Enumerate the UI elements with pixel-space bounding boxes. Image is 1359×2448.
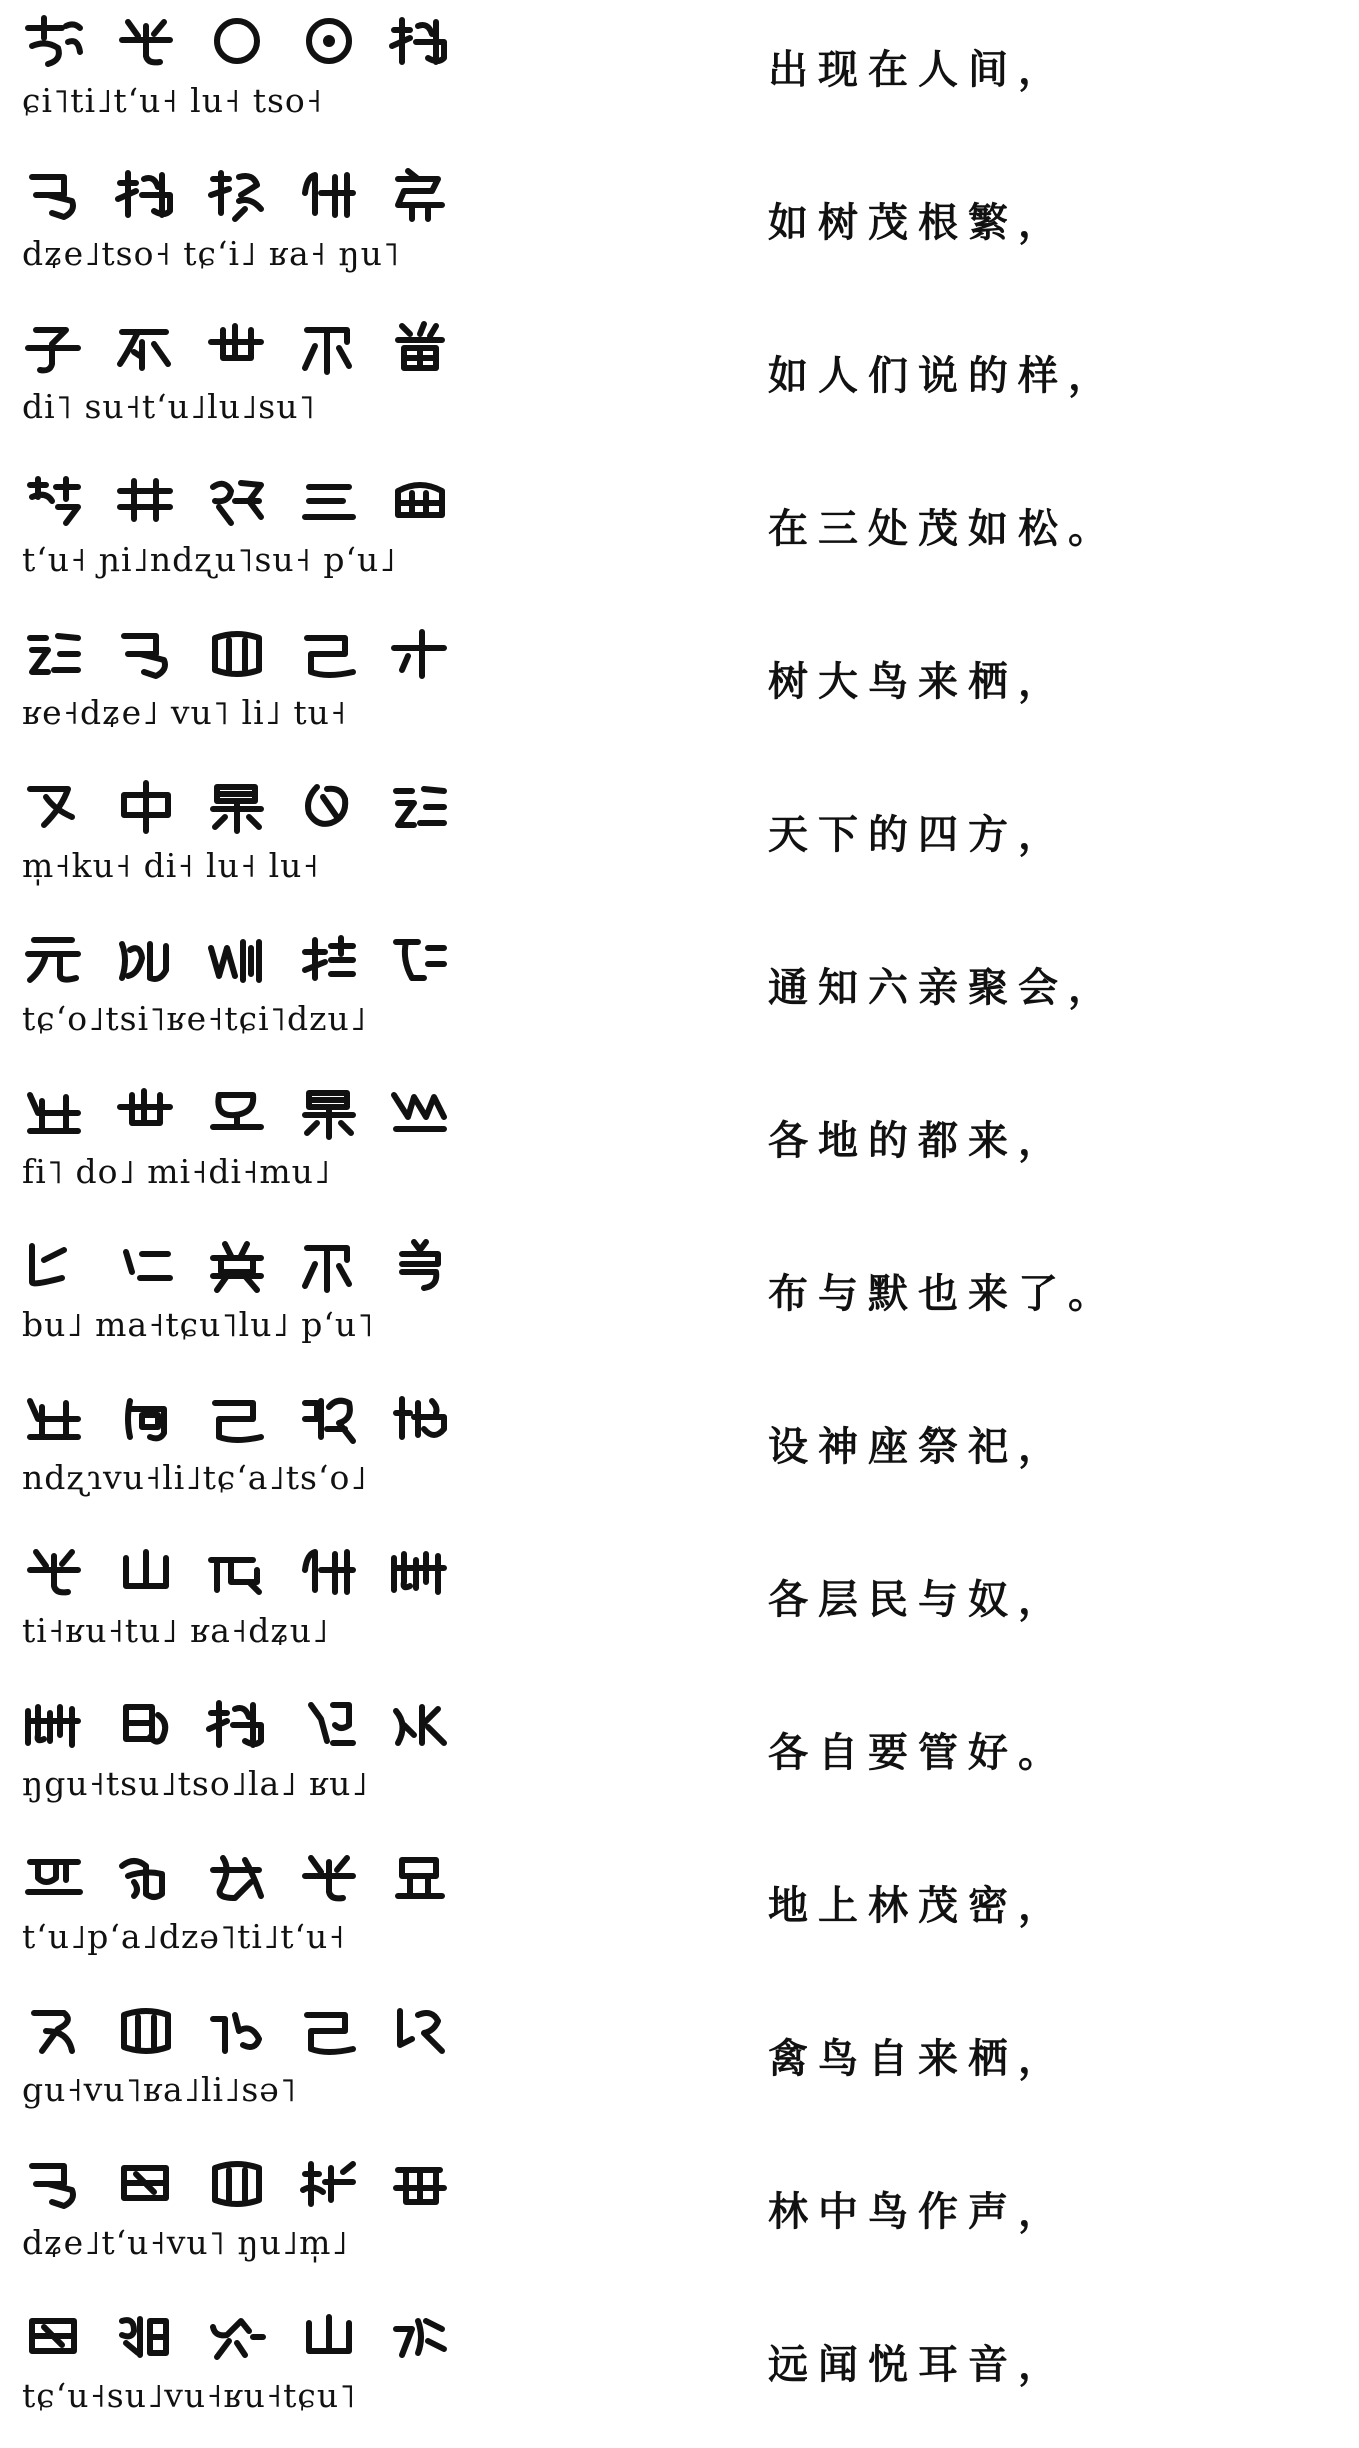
chinese-translation: 各地的都来， — [768, 1118, 1068, 1164]
original-script-block — [22, 1234, 452, 1362]
original-script-block — [22, 622, 452, 750]
chinese-translation: 出现在人间， — [768, 47, 1068, 93]
script-glyph — [22, 1848, 86, 1906]
poem-line — [0, 1530, 1359, 1683]
glyph-line — [22, 2305, 452, 2367]
chinese-translation: 布与默也来了。 — [768, 1271, 1118, 1317]
poem-line — [0, 1071, 1359, 1224]
phonetic-transcription: di˥ su˧tʻu˩lu˩su˥ — [22, 387, 316, 426]
script-glyph — [297, 1542, 361, 1600]
script-glyph — [114, 1083, 178, 1141]
script-glyph — [297, 624, 361, 682]
script-glyph — [22, 624, 86, 682]
phonetic-transcription: tɕʻu˧su˩vu˧ʁu˧tɕu˥ — [22, 2376, 357, 2415]
script-glyph — [22, 1083, 86, 1141]
script-glyph — [114, 1542, 178, 1600]
phonetic-transcription: dʑe˩tʻu˧vu˥ ŋu˩m̩˩ — [22, 2223, 349, 2262]
original-script-block — [22, 775, 452, 903]
script-glyph — [205, 165, 269, 223]
script-glyph — [114, 2001, 178, 2059]
chinese-translation: 地上林茂密， — [768, 1883, 1068, 1929]
script-glyph — [297, 2154, 361, 2212]
glyph-line — [22, 10, 452, 72]
chinese-translation: 林中鸟作声， — [768, 2189, 1068, 2235]
original-script-block — [22, 2305, 452, 2433]
script-glyph — [297, 2001, 361, 2059]
script-glyph — [22, 777, 86, 835]
script-glyph — [388, 318, 452, 376]
phonetic-transcription: m̩˧ku˧ di˧ lu˧ lu˧ — [22, 846, 320, 885]
chinese-translation: 在三处茂如松。 — [768, 506, 1118, 552]
poem-line — [0, 1836, 1359, 1989]
poem-line — [0, 1683, 1359, 1836]
script-glyph — [114, 12, 178, 70]
script-glyph — [388, 165, 452, 223]
phonetic-transcription: tʻu˩pʻa˩dzə˥ti˩tʻu˧ — [22, 1917, 346, 1956]
script-glyph — [205, 930, 269, 988]
phonetic-transcription: ʁe˧dʑe˩ vu˥ li˩ tu˧ — [22, 693, 348, 732]
poem-line — [0, 1989, 1359, 2142]
script-glyph — [114, 1695, 178, 1753]
original-script-block — [22, 1387, 452, 1515]
poem-line — [0, 1224, 1359, 1377]
script-glyph — [205, 471, 269, 529]
script-glyph — [114, 2307, 178, 2365]
poem-line — [0, 765, 1359, 918]
poem-line — [0, 153, 1359, 306]
poem-line — [0, 918, 1359, 1071]
script-glyph — [205, 1542, 269, 1600]
poem-line — [0, 306, 1359, 459]
script-glyph — [205, 1695, 269, 1753]
script-glyph — [22, 1542, 86, 1600]
poem-line — [0, 2295, 1359, 2448]
script-glyph — [22, 471, 86, 529]
script-glyph — [388, 1848, 452, 1906]
original-script-block — [22, 10, 452, 138]
script-glyph — [114, 471, 178, 529]
phonetic-transcription: dʑe˩tso˧ tɕʻi˩ ʁa˧ ŋu˥ — [22, 234, 401, 273]
script-glyph — [205, 2001, 269, 2059]
chinese-translation: 通知六亲聚会， — [768, 965, 1118, 1011]
original-script-block — [22, 1999, 452, 2127]
script-glyph — [205, 2154, 269, 2212]
script-glyph — [297, 930, 361, 988]
script-glyph — [297, 1848, 361, 1906]
chinese-translation: 远闻悦耳音， — [768, 2342, 1068, 2388]
chinese-translation: 各自要管好。 — [768, 1730, 1068, 1776]
chinese-translation: 各层民与奴， — [768, 1577, 1068, 1623]
chinese-translation: 如树茂根繁， — [768, 200, 1068, 246]
phonetic-transcription: ti˧ʁu˧tu˩ ʁa˧dʑu˩ — [22, 1611, 330, 1650]
script-glyph — [22, 1695, 86, 1753]
script-glyph — [22, 930, 86, 988]
phonetic-transcription: gu˧vu˥ʁa˩li˩sə˥ — [22, 2070, 298, 2109]
script-glyph — [114, 318, 178, 376]
glyph-line — [22, 163, 452, 225]
original-script-block — [22, 163, 452, 291]
chinese-translation: 天下的四方， — [768, 812, 1068, 858]
script-glyph — [388, 2154, 452, 2212]
script-glyph — [388, 1695, 452, 1753]
original-script-block — [22, 928, 452, 1056]
chinese-translation: 树大鸟来栖， — [768, 659, 1068, 705]
glyph-line — [22, 1999, 452, 2061]
script-glyph — [205, 777, 269, 835]
glyph-line — [22, 1540, 452, 1602]
script-glyph — [297, 318, 361, 376]
glyph-line — [22, 1846, 452, 1908]
phonetic-transcription: tɕʻo˩tsi˥ʁe˧tɕi˥dzu˩ — [22, 999, 367, 1038]
glyph-line — [22, 1387, 452, 1449]
original-script-block — [22, 2152, 452, 2280]
script-glyph — [388, 1083, 452, 1141]
script-glyph — [297, 2307, 361, 2365]
chinese-translation: 设神座祭祀， — [768, 1424, 1068, 1470]
poem-line — [0, 1377, 1359, 1530]
script-glyph — [22, 165, 86, 223]
original-script-block — [22, 316, 452, 444]
original-script-block — [22, 1540, 452, 1668]
script-glyph — [22, 1389, 86, 1447]
script-glyph — [297, 471, 361, 529]
original-script-block — [22, 1081, 452, 1209]
script-glyph — [388, 777, 452, 835]
script-glyph — [388, 624, 452, 682]
script-glyph — [114, 777, 178, 835]
script-glyph — [297, 1083, 361, 1141]
glyph-line — [22, 2152, 452, 2214]
glyph-line — [22, 1081, 452, 1143]
phonetic-transcription: bu˩ ma˧tɕu˥lu˩ pʻu˥ — [22, 1305, 375, 1344]
glyph-line — [22, 1234, 452, 1296]
script-glyph — [297, 777, 361, 835]
glyph-line — [22, 1693, 452, 1755]
phonetic-transcription: tʻu˧ ɲi˩ndʐu˥su˧ pʻu˩ — [22, 540, 397, 579]
script-glyph — [205, 1389, 269, 1447]
script-glyph — [22, 318, 86, 376]
phonetic-transcription: ŋgu˧tsu˩tso˩la˩ ʁu˩ — [22, 1764, 369, 1803]
poem-line — [0, 459, 1359, 612]
script-glyph — [114, 624, 178, 682]
script-glyph — [114, 165, 178, 223]
script-glyph — [388, 1236, 452, 1294]
script-glyph — [205, 1848, 269, 1906]
script-glyph — [114, 1848, 178, 1906]
script-glyph — [388, 1389, 452, 1447]
poem-line — [0, 612, 1359, 765]
script-glyph — [205, 318, 269, 376]
script-glyph — [205, 624, 269, 682]
poem-line — [0, 2142, 1359, 2295]
script-glyph — [297, 12, 361, 70]
script-glyph — [297, 165, 361, 223]
original-script-block — [22, 469, 452, 597]
glyph-line — [22, 316, 452, 378]
script-glyph — [22, 1236, 86, 1294]
chinese-translation: 禽鸟自来栖， — [768, 2036, 1068, 2082]
glyph-line — [22, 622, 452, 684]
script-glyph — [22, 2001, 86, 2059]
script-glyph — [388, 1542, 452, 1600]
phonetic-transcription: ndʐɿvu˧li˩tɕʻa˩tsʻo˩ — [22, 1458, 368, 1497]
chinese-translation: 如人们说的样， — [768, 353, 1118, 399]
script-glyph — [205, 2307, 269, 2365]
script-glyph — [205, 1083, 269, 1141]
original-script-block — [22, 1846, 452, 1974]
phonetic-transcription: fi˥ do˩ mi˧di˧mu˩ — [22, 1152, 332, 1191]
script-glyph — [114, 1389, 178, 1447]
script-glyph — [297, 1389, 361, 1447]
glyph-line — [22, 775, 452, 837]
script-glyph — [388, 930, 452, 988]
script-glyph — [205, 1236, 269, 1294]
script-glyph — [22, 12, 86, 70]
script-glyph — [297, 1236, 361, 1294]
script-glyph — [22, 2154, 86, 2212]
script-glyph — [114, 1236, 178, 1294]
script-glyph — [114, 930, 178, 988]
phonetic-transcription: ɕi˥ti˩tʻu˧ lu˧ tso˧ — [22, 81, 324, 120]
script-glyph — [114, 2154, 178, 2212]
script-glyph — [205, 12, 269, 70]
script-glyph — [388, 12, 452, 70]
original-script-block — [22, 1693, 452, 1821]
poem-line — [0, 0, 1359, 153]
script-glyph — [388, 2307, 452, 2365]
glyph-line — [22, 928, 452, 990]
glyph-line — [22, 469, 452, 531]
script-glyph — [22, 2307, 86, 2365]
script-glyph — [297, 1695, 361, 1753]
script-glyph — [388, 2001, 452, 2059]
script-glyph — [388, 471, 452, 529]
